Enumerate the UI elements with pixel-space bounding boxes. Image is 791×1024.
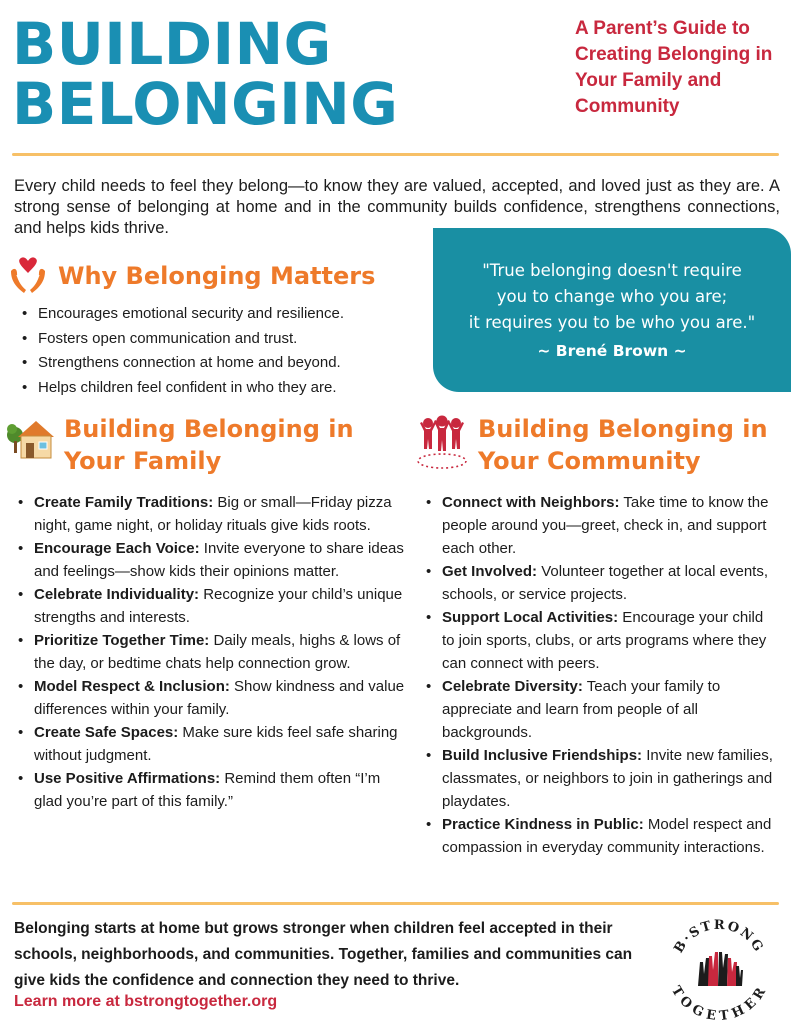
list-item: • Encourages emotional security and resilience. (18, 302, 408, 327)
item-lead: Encourage Each Voice: (34, 540, 200, 557)
title-line-2: BELONGING (12, 70, 399, 138)
item-text: Encourage your child to join sports, clubs, or arts programs where they can connect with peers. (442, 609, 767, 672)
page-title (12, 10, 399, 138)
item-lead: Model Respect & Inclusion: (34, 678, 230, 695)
community-section-heading (414, 413, 791, 477)
title-line-1: BUILDING (12, 10, 332, 78)
family-list (14, 491, 406, 813)
list-item (422, 675, 777, 744)
item-text: Teach your family to appreciate and learn from people of all backgrounds. (442, 678, 721, 741)
logo-top-text: B·STRONG (671, 917, 767, 956)
list-item: • Strengthens connection at home and beyond. (18, 351, 408, 376)
item-lead: Create Safe Spaces: (34, 724, 179, 741)
list-item (14, 675, 406, 721)
house-icon (6, 413, 56, 463)
item-text: Daily meals, highs & lows of the day, or bedtime chats help connection grow. (34, 632, 401, 672)
quote-author: ~ Brené Brown ~ (537, 342, 687, 360)
raised-hands-icon (698, 952, 743, 986)
item-lead: Create Family Traditions: (34, 494, 214, 511)
list-item (422, 606, 777, 675)
quote-line-2: you to change who you are; (496, 287, 728, 306)
list-item (14, 721, 406, 767)
people-group-icon (414, 413, 470, 471)
website-link[interactable]: Learn more at bstrongtogether.org (14, 993, 278, 1010)
list-item (14, 767, 406, 813)
list-item (422, 560, 777, 606)
list-item (14, 583, 406, 629)
item-lead: Celebrate Diversity: (442, 678, 583, 695)
quote-line-1: "True belonging doesn't require (482, 261, 742, 280)
top-divider (12, 153, 779, 156)
hands-heart-icon (8, 257, 48, 295)
item-text: Recognize your child’s unique strengths and interests. (34, 586, 403, 626)
why-section-heading (8, 257, 375, 295)
list-item: • Helps children feel confident in who they are. (18, 376, 408, 401)
item-text: Volunteer together at local events, schools, or service projects. (442, 563, 769, 603)
item-text: Invite new families, classmates, or neighbors to join in gatherings and playdates. (442, 747, 773, 810)
list-item: • Fosters open communication and trust. (18, 327, 408, 352)
list-item (14, 629, 406, 675)
community-heading: Building Belonging in Your Community (478, 415, 768, 475)
list-item (14, 491, 406, 537)
quote-line-3: it requires you to be who you are." (468, 313, 756, 332)
item-text: Model respect and compassion in everyday community interactions. (442, 816, 772, 856)
quote-box (433, 228, 791, 392)
item-lead: Connect with Neighbors: (442, 494, 620, 511)
item-text: Remind them often “I’m glad you’re part of this family.” (34, 770, 381, 810)
item-lead: Use Positive Affirmations: (34, 770, 221, 787)
item-text: Show kindness and value differences within your family. (34, 678, 405, 718)
svg-text:TOGETHER (668, 984, 770, 1022)
logo-bottom-text: TOGETHER (667, 983, 771, 1022)
list-item (422, 744, 777, 813)
item-lead: Get Involved: (442, 563, 538, 580)
item-text: Make sure kids feel safe sharing without judgment. (34, 724, 398, 764)
svg-text:B·STRONG (671, 918, 766, 956)
item-lead: Prioritize Together Time: (34, 632, 210, 649)
item-lead: Celebrate Individuality: (34, 586, 200, 603)
community-list (422, 491, 777, 859)
intro-paragraph: Every child needs to feel they belong—to know they are valued, accepted, and loved just as they are. A strong sense of belonging at home and in the community builds confidence, strengthens connections, and helps kids thrive. (14, 177, 780, 237)
bottom-divider (12, 902, 779, 905)
subtitle: A Parent’s Guide to Creating Belonging in Your Family and Community (575, 18, 773, 117)
item-lead: Build Inclusive Friendships: (442, 747, 643, 764)
bstrong-logo (664, 912, 774, 1022)
item-lead: Practice Kindness in Public: (442, 816, 644, 833)
why-list (18, 302, 408, 400)
list-item (14, 537, 406, 583)
list-item (422, 491, 777, 560)
item-text: Take time to know the people around you—greet, check in, and support each other. (442, 494, 769, 557)
family-heading: Building Belonging in Your Family (64, 415, 354, 475)
family-section-heading (6, 413, 364, 477)
why-heading: Why Belonging Matters (58, 262, 376, 290)
item-text: Invite everyone to share ideas and feelings—show kids their opinions matter. (34, 540, 404, 580)
closing-paragraph: Belonging starts at home but grows stronger when children feel accepted in their schools, neighborhoods, and communities. Together, families and communities can give kids the confidence and connection they need to thrive. (14, 920, 633, 989)
list-item (422, 813, 777, 859)
item-lead: Support Local Activities: (442, 609, 619, 626)
item-text: Big or small—Friday pizza night, game night, or holiday rituals give kids roots. (34, 494, 392, 534)
